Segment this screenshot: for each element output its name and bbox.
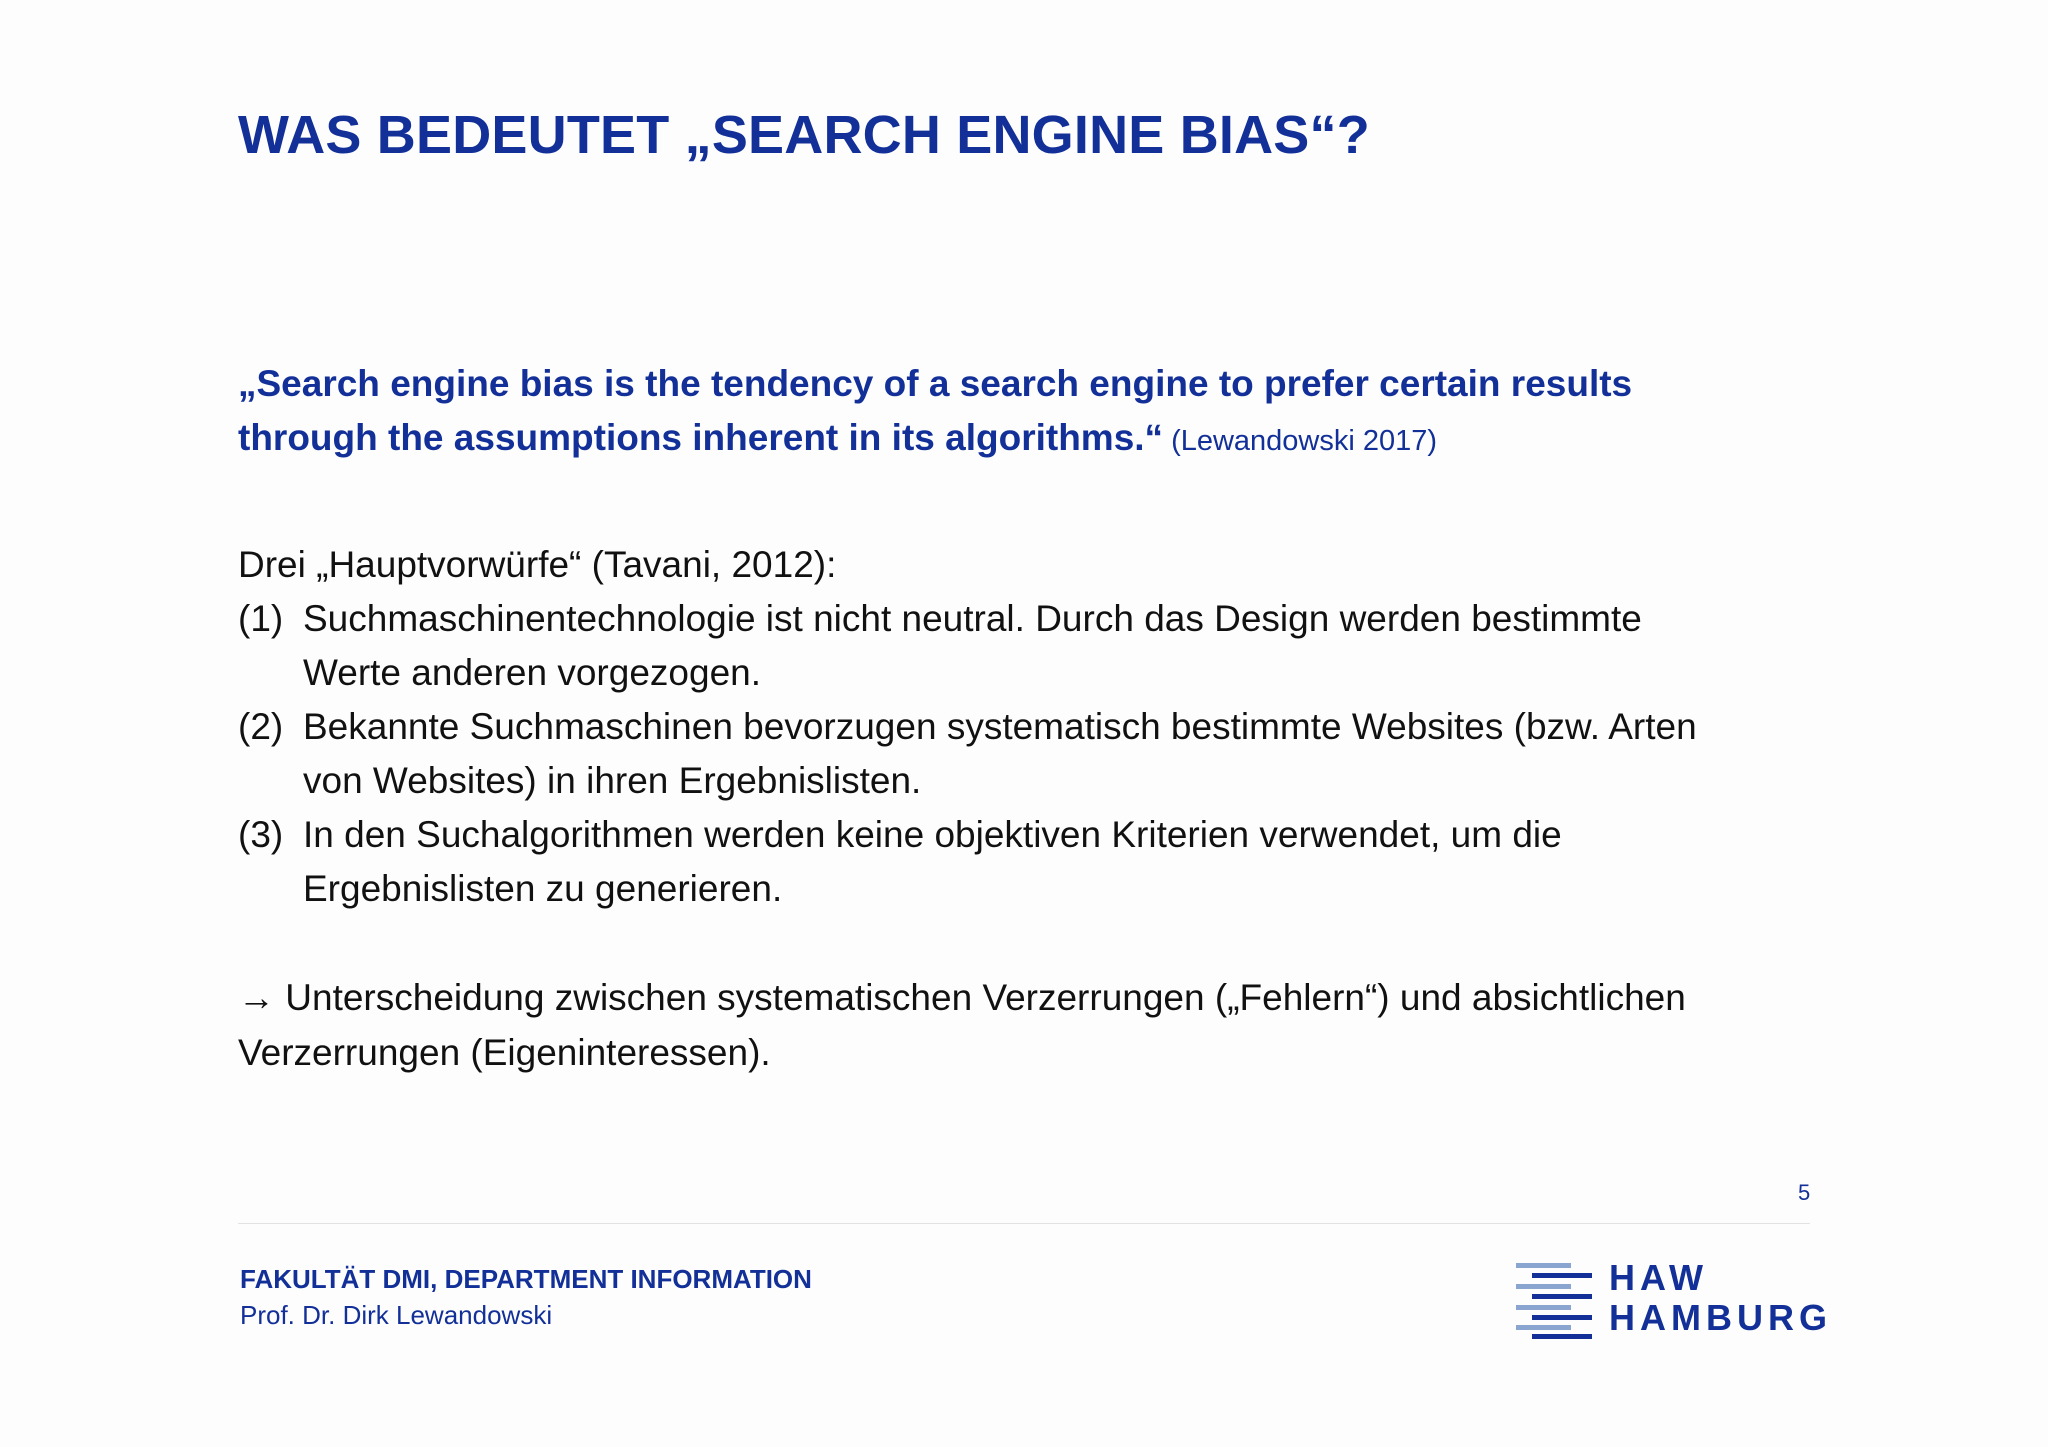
footer-author: Prof. Dr. Dirk Lewandowski <box>240 1300 553 1330</box>
list-item-line: Werte anderen vorgezogen. <box>303 652 762 693</box>
list-item-line: Ergebnislisten zu generieren. <box>303 868 783 909</box>
list-item-number: (3) <box>238 814 284 855</box>
list-item <box>238 592 1838 700</box>
quote-citation: (Lewandowski 2017) <box>1171 425 1438 457</box>
footer-faculty: FAKULTÄT DMI, DEPARTMENT INFORMATION <box>240 1264 812 1294</box>
list-item-line: Suchmaschinentechnologie ist nicht neutral. Durch das Design werden bestimmte <box>303 598 1642 639</box>
footer-divider <box>238 1223 1810 1224</box>
list-item-line: In den Suchalgorithmen werden keine objektiven Kriterien verwendet, um die <box>303 814 1562 855</box>
list-item <box>238 808 1838 916</box>
definition-quote <box>238 357 1838 468</box>
haw-hamburg-logo <box>1512 1257 1832 1340</box>
conclusion <box>238 970 1838 1080</box>
conclusion-line-1: → Unterscheidung zwischen systematischen Verzerrungen („Fehlern“) und absichtlichen <box>238 977 1686 1018</box>
list-item-number: (2) <box>238 706 284 747</box>
list-item-text <box>303 808 1838 916</box>
logo-line-2: HAMBURG <box>1609 1297 1832 1338</box>
haw-stripes-icon <box>1512 1258 1594 1340</box>
logo-line-1: HAW <box>1609 1257 1708 1298</box>
main-accusations-heading: Drei „Hauptvorwürfe“ (Tavani, 2012): <box>238 544 837 585</box>
list-item-text <box>303 700 1838 808</box>
accusations-list <box>238 592 1838 916</box>
list-item <box>238 700 1838 808</box>
conclusion-line-2: Verzerrungen (Eigeninteressen). <box>238 1032 771 1073</box>
list-item-text <box>303 592 1838 700</box>
quote-line-2-text: through the assumptions inherent in its algorithms.“ <box>238 417 1164 458</box>
list-item-number: (1) <box>238 598 284 639</box>
slide-title: WAS BEDEUTET „SEARCH ENGINE BIAS“? <box>238 105 1370 165</box>
logo-wordmark <box>1609 1258 1832 1338</box>
list-item-line: Bekannte Suchmaschinen bevorzugen systematisch bestimmte Websites (bzw. Arten <box>303 706 1697 747</box>
quote-line-2 <box>238 411 1838 468</box>
page-number: 5 <box>1798 1180 1811 1205</box>
list-item-line: von Websites) in ihren Ergebnislisten. <box>303 760 922 801</box>
quote-line-1: „Search engine bias is the tendency of a search engine to prefer certain results <box>238 363 1633 404</box>
